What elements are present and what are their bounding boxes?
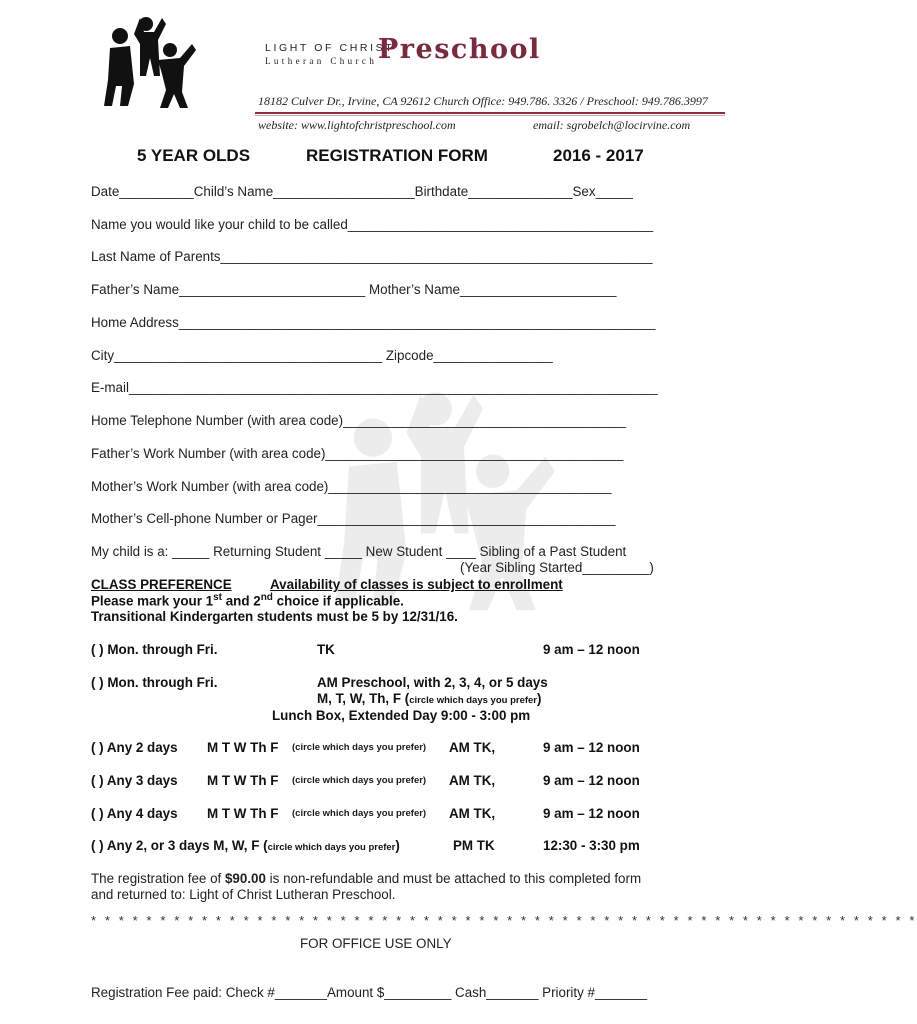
office-use-heading: FOR OFFICE USE ONLY xyxy=(300,936,452,951)
email-field[interactable]: E-mail_______________________________________________________________________ xyxy=(91,380,658,395)
option-am-preschool-days[interactable]: M, T, W, Th, F (circle which days you prefer) xyxy=(317,691,542,706)
option-any-2-days-checkbox[interactable]: ( ) Any 2 days xyxy=(91,740,178,755)
option-any-4-days-type: AM TK, xyxy=(449,806,496,821)
letterhead-divider xyxy=(255,112,725,114)
option-any-3-days-weekdays[interactable]: M T W Th F xyxy=(207,773,279,788)
option-pm-tk-checkbox[interactable]: ( ) Any 2, or 3 days M, W, F (circle which days you prefer) xyxy=(91,838,400,853)
option-mf-tk-checkbox[interactable]: ( ) Mon. through Fri. xyxy=(91,642,218,657)
option-any-2-days-weekdays[interactable]: M T W Th F xyxy=(207,740,279,755)
home-phone-field[interactable]: Home Telephone Number (with area code)______________________________________ xyxy=(91,413,627,428)
address-line: 18182 Culver Dr., Irvine, CA 92612 Church Office: 949.786. 3326 / Preschool: 949.786.3997 xyxy=(258,94,708,108)
option-any-4-days-time: 9 am – 12 noon xyxy=(543,806,640,821)
age-group-heading: 5 YEAR OLDS xyxy=(137,146,251,165)
city-zipcode-field[interactable]: City____________________________________ Zipcode________________ xyxy=(91,348,553,363)
availability-note: Availability of classes is subject to enrollment xyxy=(270,577,563,592)
date-name-birthdate-sex-field[interactable]: Date__________Child’s Name___________________Birthdate______________Sex_____ xyxy=(91,184,633,199)
registration-fee-return-note: and returned to: Light of Christ Lutheran Preschool. xyxy=(91,887,396,902)
lunch-box-extended-day: Lunch Box, Extended Day 9:00 - 3:00 pm xyxy=(272,708,531,723)
option-any-4-days-checkbox[interactable]: ( ) Any 4 days xyxy=(91,806,178,821)
org-name-line1: LIGHT OF CHRIST xyxy=(265,42,395,54)
option-pm-tk-time: 12:30 - 3:30 pm xyxy=(543,838,640,853)
preschool-logo-icon xyxy=(100,14,196,110)
email-line: email: sgrobelch@locirvine.com xyxy=(533,118,691,132)
form-title: REGISTRATION FORM xyxy=(306,146,488,165)
mother-cell-phone-field[interactable]: Mother’s Cell-phone Number or Pager________________________________________ xyxy=(91,511,616,526)
registration-fee-note: The registration fee of $90.00 is non-refundable and must be attached to this completed form xyxy=(91,871,642,886)
star-divider: * * * * * * * * * * * * * * * * * * * * * * * * * * * * * * * * * * * * * * * * * * * * * * * * * * * * * * * * * * * * xyxy=(91,913,917,928)
option-any-3-days-circle-note: (circle which days you prefer) xyxy=(292,775,427,786)
mother-work-phone-field[interactable]: Mother’s Work Number (with area code)______________________________________ xyxy=(91,479,612,494)
option-any-4-days-circle-note: (circle which days you prefer) xyxy=(292,808,427,819)
school-year: 2016 - 2017 xyxy=(553,146,644,165)
father-work-phone-field[interactable]: Father’s Work Number (with area code)________________________________________ xyxy=(91,446,624,461)
option-mf-preschool-checkbox[interactable]: ( ) Mon. through Fri. xyxy=(91,675,218,690)
option-any-3-days-type: AM TK, xyxy=(449,773,496,788)
option-mf-tk-time: 9 am – 12 noon xyxy=(543,642,640,657)
class-preference-title: CLASS PREFERENCE xyxy=(91,577,232,592)
child-status-field[interactable]: My child is a: _____ Returning Student _____ New Student ____ Sibling of a Past Student xyxy=(91,544,627,559)
tk-age-note: Transitional Kindergarten students must be 5 by 12/31/16. xyxy=(91,609,458,624)
option-any-4-days-weekdays[interactable]: M T W Th F xyxy=(207,806,279,821)
option-any-2-days-time: 9 am – 12 noon xyxy=(543,740,640,755)
org-name-line2: Lutheran Church xyxy=(265,56,378,66)
option-any-3-days-checkbox[interactable]: ( ) Any 3 days xyxy=(91,773,178,788)
website-line: website: www.lightofchristpreschool.com xyxy=(258,118,456,132)
option-am-preschool-type: AM Preschool, with 2, 3, 4, or 5 days xyxy=(317,675,548,690)
option-any-2-days-circle-note: (circle which days you prefer) xyxy=(292,742,427,753)
preschool-wordmark: Preschool xyxy=(378,34,541,65)
parents-names-field[interactable]: Father’s Name_________________________ Mother’s Name_____________________ xyxy=(91,282,617,297)
option-mf-tk-type: TK xyxy=(317,642,335,657)
option-any-2-days-type: AM TK, xyxy=(449,740,496,755)
parents-last-name-field[interactable]: Last Name of Parents__________________________________________________________ xyxy=(91,249,653,264)
option-pm-tk-type: PM TK xyxy=(453,838,495,853)
sibling-year-field[interactable]: (Year Sibling Started_________) xyxy=(460,560,654,575)
option-any-3-days-time: 9 am – 12 noon xyxy=(543,773,640,788)
letterhead-divider-thin xyxy=(255,115,725,116)
nickname-field[interactable]: Name you would like your child to be called_________________________________________ xyxy=(91,217,654,232)
office-use-fields[interactable]: Registration Fee paid: Check #_______Amount $_________ Cash_______ Priority #_______ xyxy=(91,985,648,1000)
home-address-field[interactable]: Home Address________________________________________________________________ xyxy=(91,315,656,330)
choice-instruction: Please mark your 1st and 2nd choice if applicable. xyxy=(91,592,404,609)
